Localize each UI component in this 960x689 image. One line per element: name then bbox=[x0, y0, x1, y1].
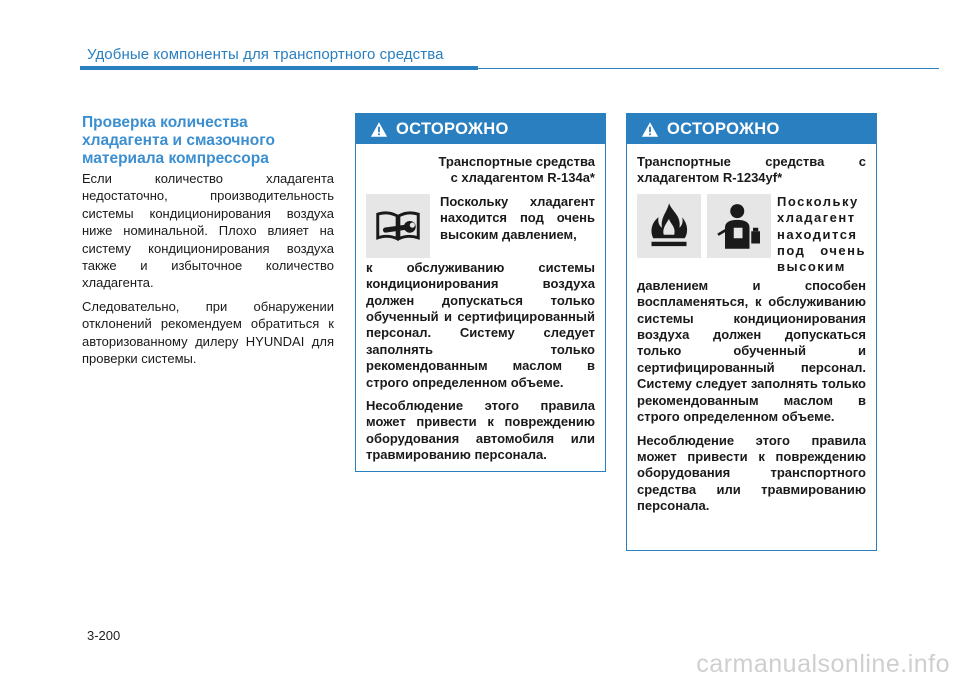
trained-technician-icon bbox=[707, 194, 771, 258]
warning-triangle-icon bbox=[370, 121, 388, 138]
warning-header bbox=[627, 114, 876, 144]
manual-wrench-icon bbox=[366, 194, 430, 258]
warning-subtitle: Транспортные средства с хладагентом R-1234yf* bbox=[637, 154, 866, 186]
section-heading: Проверка количества хладагента и смазочного материала компрессора bbox=[82, 114, 275, 167]
warning-text-consequence: Несоблюдение этого правила может привести к повреждению оборудования транспортного средства или травмированию персонала. bbox=[637, 432, 866, 514]
page-header-title: Удобные компоненты для транспортного средства bbox=[87, 46, 444, 63]
watermark: carmanualsonline.info bbox=[696, 650, 950, 678]
header-rule-thick bbox=[80, 66, 478, 70]
warning-body bbox=[627, 144, 876, 532]
warning-title: ОСТОРОЖНО bbox=[396, 119, 509, 138]
body-paragraph-1: Если количество хладагента недостаточно, производительность системы кондиционирования воздуха ниже номинальной. Плохо влияет на систему кондиционирования воздуха также и избыточное количество хладагента. bbox=[82, 171, 334, 291]
body-paragraph-2: Следовательно, при обнаружении отклонений рекомендуем обратиться к авторизованному дилеру HYUNDAI для проверки системы. bbox=[82, 298, 334, 367]
warning-title: ОСТОРОЖНО bbox=[667, 119, 780, 138]
section-body bbox=[82, 170, 334, 373]
warning-body bbox=[356, 144, 605, 481]
warning-box-r134a bbox=[355, 113, 606, 472]
warning-box-r1234yf bbox=[626, 113, 877, 551]
warning-triangle-icon bbox=[641, 121, 659, 138]
header-rule-thin bbox=[478, 68, 939, 69]
warning-subtitle: Транспортные средства с хладагентом R-134a* bbox=[438, 154, 595, 186]
warning-text-consequence: Несоблюдение этого правила может привести к повреждению оборудования автомобиля или травмированию персонала. bbox=[366, 398, 595, 463]
warning-header bbox=[356, 114, 605, 144]
warning-text-beside-icon: Поскольку хладагент находится под очень высоким давлением, bbox=[440, 193, 595, 242]
warning-text-continued: давлением и способен воспламеняться, к обслуживанию системы кондиционирования воздуха должен допускаться только обученный и сертифицированный персонал. Системy следует заполнять только рекомендованным маслом в строго определенном объеме. bbox=[637, 277, 866, 425]
flammable-icon bbox=[637, 194, 701, 258]
page-number: 3-200 bbox=[87, 628, 121, 643]
warning-text-beside-icon: Поскольку хладагент находится под очень высоким bbox=[777, 193, 866, 275]
warning-text-continued: к обслуживанию системы кондиционирования воздуха должен допускаться только обученный и сертифицированный персонал. Системy следует заполнять только рекомендованным маслом в строго определенном объеме. bbox=[366, 259, 595, 390]
